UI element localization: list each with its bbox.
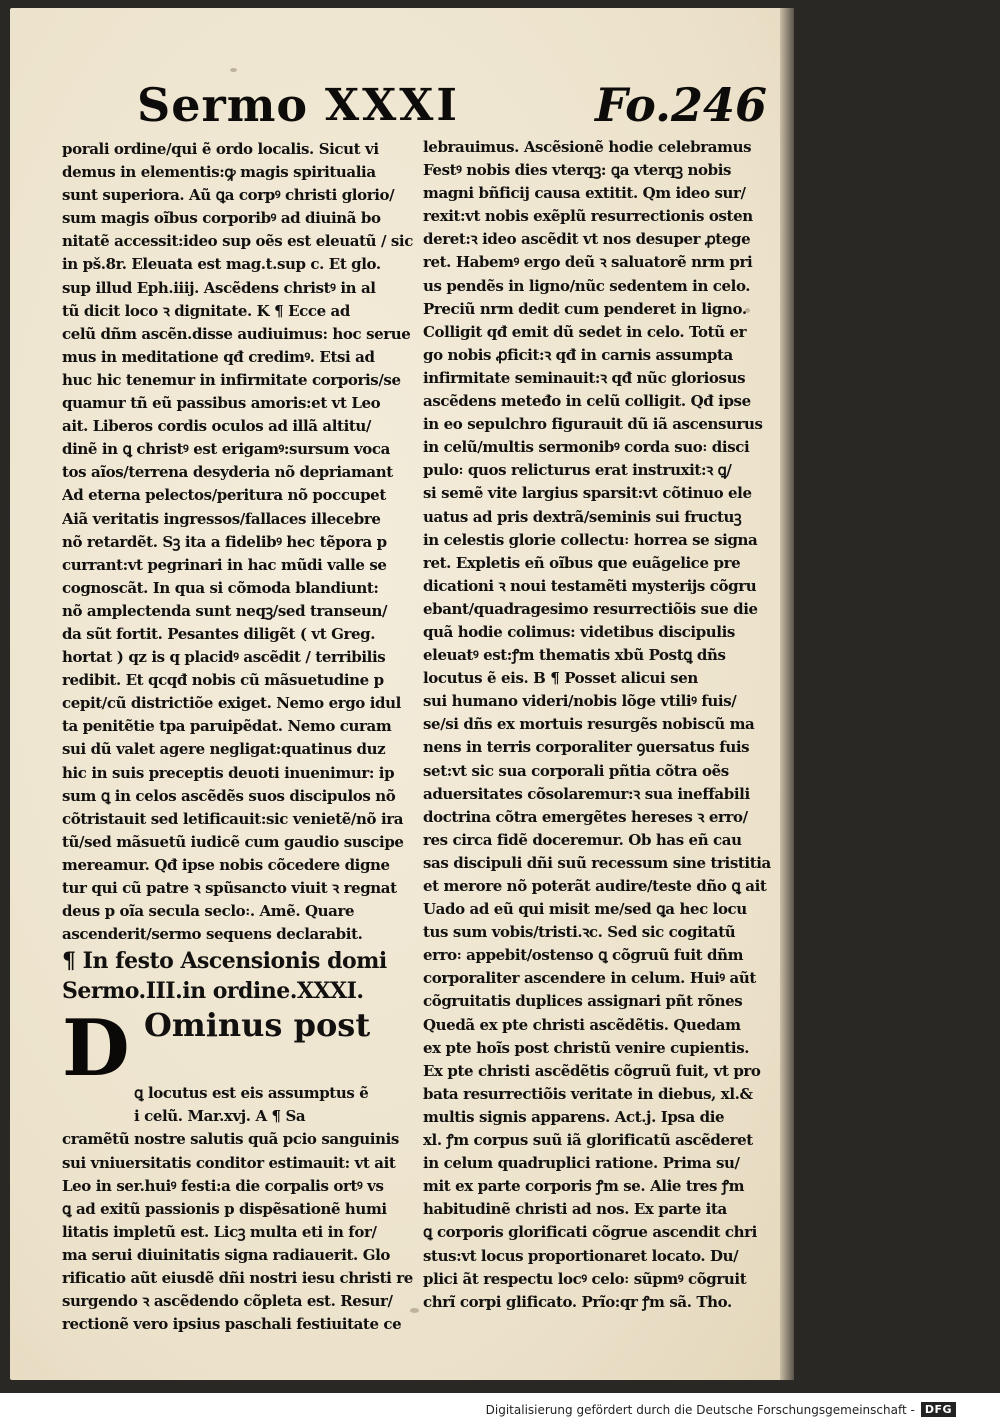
text-line: stus:vt locus proportionaret locato. Du/ (423, 1246, 739, 1265)
text-line: cognoscãt. In qua si cõmoda blandiunt: (62, 578, 379, 597)
text-line: Aiã veritatis ingressos/fallaces illecebre (62, 509, 381, 528)
text-line: Festꝰ nobis dies vterqꝫ: ꝗa vterqꝫ nobis (423, 161, 732, 180)
text-line: sup illud Eph.iiij. Ascẽdens christꝰ in al (62, 278, 376, 297)
opening-words: Ominus post (144, 1006, 371, 1045)
text-line: mus in meditatione qđ credimꝰ. Etsi ad (62, 347, 375, 366)
text-line: nens in terris corporaliter ꝯuersatus fuis (423, 738, 750, 757)
text-line: ex pte hoĩs post christũ venire cupientis. (423, 1038, 750, 1057)
text-line: Ad eterna pelectos/peritura nõ poccupet (62, 486, 386, 505)
text-line: cramẽtũ nostre salutis quã pcio sanguinis (62, 1130, 399, 1149)
text-line: in celum quadruplici ratione. Prima su/ (423, 1154, 740, 1173)
text-line: currant:vt pegrinari in hac mũdi valle se (62, 555, 387, 574)
folio-number: Fo.246 (594, 78, 767, 132)
text-line: erro꞉ appebit/ostenso ꝗ cõgruũ fuit dñm (423, 946, 744, 965)
text-line: dinẽ in ꝗ christꝰ est erigamꝰ:sursum voca (62, 440, 390, 459)
text-line: quamur tñ eũ passibus amoris:et vt Leo (62, 394, 381, 413)
text-line: ma serui diuinitatis signa radiauerit. Glo (62, 1245, 391, 1264)
text-line: rificatio aũt eiusdẽ dñi nostri iesu christi re (62, 1269, 413, 1288)
text-line: bata resurrectiõis veritate in diebus, xl.& (423, 1084, 753, 1103)
text-line: surgendo ꝛ ascẽdendo cõpleta est. Resur/ (62, 1292, 393, 1311)
text-line: i celũ. Mar.xvj. A ¶ Sa (134, 1107, 306, 1126)
running-header (125, 78, 785, 138)
text-line: mereamur. Qđ ipse nobis cõcedere digne (62, 855, 390, 874)
text-line: multis signis apparens. Act.j. Ipsa die (423, 1107, 725, 1126)
text-line: Quedã ex pte christi ascẽdẽtis. Quedam (423, 1015, 741, 1034)
text-line: se/si dñs ex mortuis resurgẽs nobiscũ ma (423, 715, 755, 734)
drop-cap-initial: D (62, 1003, 130, 1095)
text-line: hortat ) qz is q placidꝰ ascẽdit / terribilis (62, 648, 386, 667)
text-line: cõgruitatis duplices assignari pñt rõnes (423, 992, 743, 1011)
text-line: deus p oĩa secula seclo꞉. Amẽ. Quare (62, 902, 355, 921)
text-line: plici ãt respectu locꝰ celo꞉ sũpmꝰ cõgruit (423, 1269, 747, 1288)
text-line: Uado ad eũ qui misit me/sed ꝗa hec locu (423, 900, 747, 919)
text-line: sui humano videri/nobis lõge vtiliꝰ fuis/ (423, 692, 737, 711)
text-line: da sũt fortit. Pesantes diligẽt ( vt Greg. (62, 624, 376, 643)
text-line: in celũ/multis sermonibꝰ corda suo꞉ disci (423, 438, 750, 457)
text-line: chrĩ corpi glificato. Prĩo:qr ꝭm sã. Tho. (423, 1292, 732, 1311)
text-line: us pendẽs in ligno/nũc sedentem in celo. (423, 276, 751, 295)
text-line: si semẽ vite largius sparsit:vt cõtinuo ele (423, 484, 752, 503)
text-line: Leo in ser.huiꝰ festi:a die corpalis ortꝰ vs (62, 1176, 384, 1195)
footer-text: Digitalisierung gefördert durch die Deutsche Forschungsgemeinschaft - (485, 1402, 915, 1417)
text-line: sui dũ valet agere negligat:quatinus duz (62, 740, 386, 759)
right-column (423, 136, 775, 1314)
text-line: in eo sepulchro figurauit dũ iã ascensurus (423, 415, 763, 434)
text-line: doctrina cõtra emergẽtes hereses ꝛ erro/ (423, 807, 748, 826)
dfg-logo: DFG (921, 1402, 956, 1417)
text-line: pulo꞉ quos relicturus erat instruxit:ꝛ ꝗ/ (423, 461, 732, 480)
text-line: mit ex parte corporis ꝭm se. Alie tres ꝭm (423, 1177, 745, 1196)
text-line: celũ dñm ascẽn.disse audiuimus: hoc serue (62, 324, 411, 343)
text-line: porali ordine/qui ẽ ordo localis. Sicut vi (62, 140, 379, 158)
text-line: sas discipuli dñi suũ recessum sine tristitia (423, 853, 771, 872)
text-line: deret:ꝛ ideo ascẽdit vt nos desuper ꝓtege (423, 230, 751, 249)
text-line: ait. Liberos cordis oculos ad illã altitu/ (62, 417, 371, 436)
text-line: corporaliter ascendere in celum. Huiꝰ aũt (423, 969, 756, 988)
text-line: litatis impletũ est. Licꝫ multa eti in for/ (62, 1222, 377, 1241)
text-line: rexit:vt nobis exẽplũ resurrectionis osten (423, 207, 753, 226)
text-line: et merore nõ poterãt audire/teste dño ꝗ ait (423, 877, 767, 895)
right-column-text (423, 136, 775, 1314)
text-line: Preciũ nrm dedit cum penderet in ligno. (423, 299, 747, 318)
text-line: Ex pte christi ascẽdẽtis cõgruũ fuit, vt pro (423, 1061, 761, 1080)
text-line: sunt superiora. Aũ ꝗa corpꝰ christi glorio/ (62, 186, 395, 205)
text-line: cepit/cũ districtiõe exiget. Nemo ergo idul (62, 694, 401, 713)
text-line: rectionẽ vero ipsius paschali festiuitate ce (62, 1315, 402, 1334)
footer-credit (486, 1402, 956, 1417)
text-line: ebant/quadragesimo resurrectiõis sue die (423, 599, 758, 618)
text-line: cõtristauit sed letificauit:sic venietẽ/nõ ira (62, 809, 404, 828)
text-line: magni bñficij causa extitit. Qm ideo sur/ (423, 184, 746, 203)
text-line: redibit. Et qcqđ nobis cũ mãsuetudine p (62, 671, 384, 690)
text-line: huc hic tenemur in infirmitate corporis/se (62, 370, 401, 389)
text-line: demus in elementis:ꝙ magis spiritualia (62, 163, 376, 182)
left-column-continuation (62, 1128, 414, 1336)
text-line: uatus ad pris dextrã/seminis sui fructuꝫ (423, 507, 742, 526)
text-line: ꝗ corporis glorificati cõgrue ascendit chri (423, 1223, 757, 1242)
header-title: Sermo (137, 78, 309, 132)
text-line: nõ amplectenda sunt neqꝫ/sed transeun/ (62, 601, 388, 620)
text-line: nõ retardẽt. Sꝫ ita a fidelibꝰ hec tẽpora p (62, 532, 387, 551)
text-line: habitudinẽ christi ad nos. Ex parte ita (423, 1200, 727, 1219)
text-line: tus sum vobis/tristi.ꝛc. Sed sic cogitatũ (423, 923, 736, 942)
text-line: ta penitẽtie tpa paruipẽdat. Nemo curam (62, 717, 392, 736)
text-line: quã hodie colimus: videtibus discipulis (423, 622, 735, 641)
text-line: sui vniuersitatis conditor estimauit: vt ait (62, 1153, 396, 1172)
text-line: dicationi ꝛ noui testamẽti mysterijs cõgru (423, 576, 757, 595)
text-line: hic in suis preceptis deuoti inuenimur: ip (62, 763, 395, 782)
section-subheading: Sermo.III.in ordine.XXXI. (62, 978, 364, 1005)
text-line: eleuatꝰ est:ꝭm thematis xbũ Postꝗ dñs (423, 646, 726, 665)
text-line: tos aĩos/terrena desyderia nõ depriamant (62, 463, 393, 482)
text-line: sum magis oĩbus corporibꝰ ad diuinã bo (62, 209, 381, 228)
text-line: ascenderit/sermo sequens declarabit. (62, 925, 363, 944)
paper-blemish (230, 68, 237, 72)
page-edge (780, 8, 794, 1380)
text-line: res circa fidẽ doceremur. Ob has eñ cau (423, 830, 742, 849)
text-line: sum ꝗ in celos ascẽdẽs suos discipulos nõ (62, 786, 396, 805)
text-line: in pš.8r. Eleuata est mag.t.sup c. Et glo. (62, 255, 381, 274)
header-sermon-number: XXXI (325, 80, 460, 131)
text-line: infirmitate seminauit:ꝛ qđ nũc gloriosus (423, 368, 746, 387)
text-line: nitatẽ accessit:ideo sup oẽs est eleuatũ / sic (62, 232, 413, 251)
text-line: in celestis glorie collectu꞉ horrea se signa (423, 530, 758, 549)
text-line: Colligit qđ emit dũ sedet in celo. Totũ er (423, 322, 747, 341)
text-line: ret. Habemꝰ ergo deũ ꝛ saluatorẽ nrm pri (423, 253, 753, 272)
text-line: locutus ẽ eis. B ¶ Posset alicui sen (423, 669, 698, 688)
text-line: xl. ꝭm corpus suũ iã glorificatũ ascẽderet (423, 1131, 753, 1150)
text-line: lebrauimus. Ascẽsionẽ hodie celebramus (423, 138, 752, 156)
left-column-text (62, 138, 414, 946)
text-line: ascẽdens meteđo in celũ colligit. Qđ ipse (423, 392, 751, 411)
text-line: tũ dicit loco ꝛ dignitate. K ¶ Ecce ad (62, 301, 350, 320)
text-line: aduersitates cõsolaremur:ꝛ sua ineffabili (423, 784, 750, 803)
text-line: tur qui cũ patre ꝛ spũsancto viuit ꝛ regnat (62, 879, 397, 897)
text-line: go nobis ꝓficit:ꝛ qđ in carnis assumpta (423, 345, 733, 364)
section-heading: ¶ In festo Ascensionis domi (62, 948, 387, 975)
text-line: tũ/sed mãsuetũ iudicẽ cum gaudio suscipe (62, 832, 404, 851)
text-line: ꝗ ad exitũ passionis p dispẽsationẽ humi (62, 1199, 387, 1218)
left-column (62, 138, 414, 1336)
text-line: ꝗ locutus est eis assumptus ẽ (134, 1084, 369, 1103)
text-line: set:vt sic sua corporali pñtia cõtra oẽs (423, 761, 729, 780)
text-line: ret. Expletis eñ oĩbus que euãgelice pre (423, 553, 741, 572)
